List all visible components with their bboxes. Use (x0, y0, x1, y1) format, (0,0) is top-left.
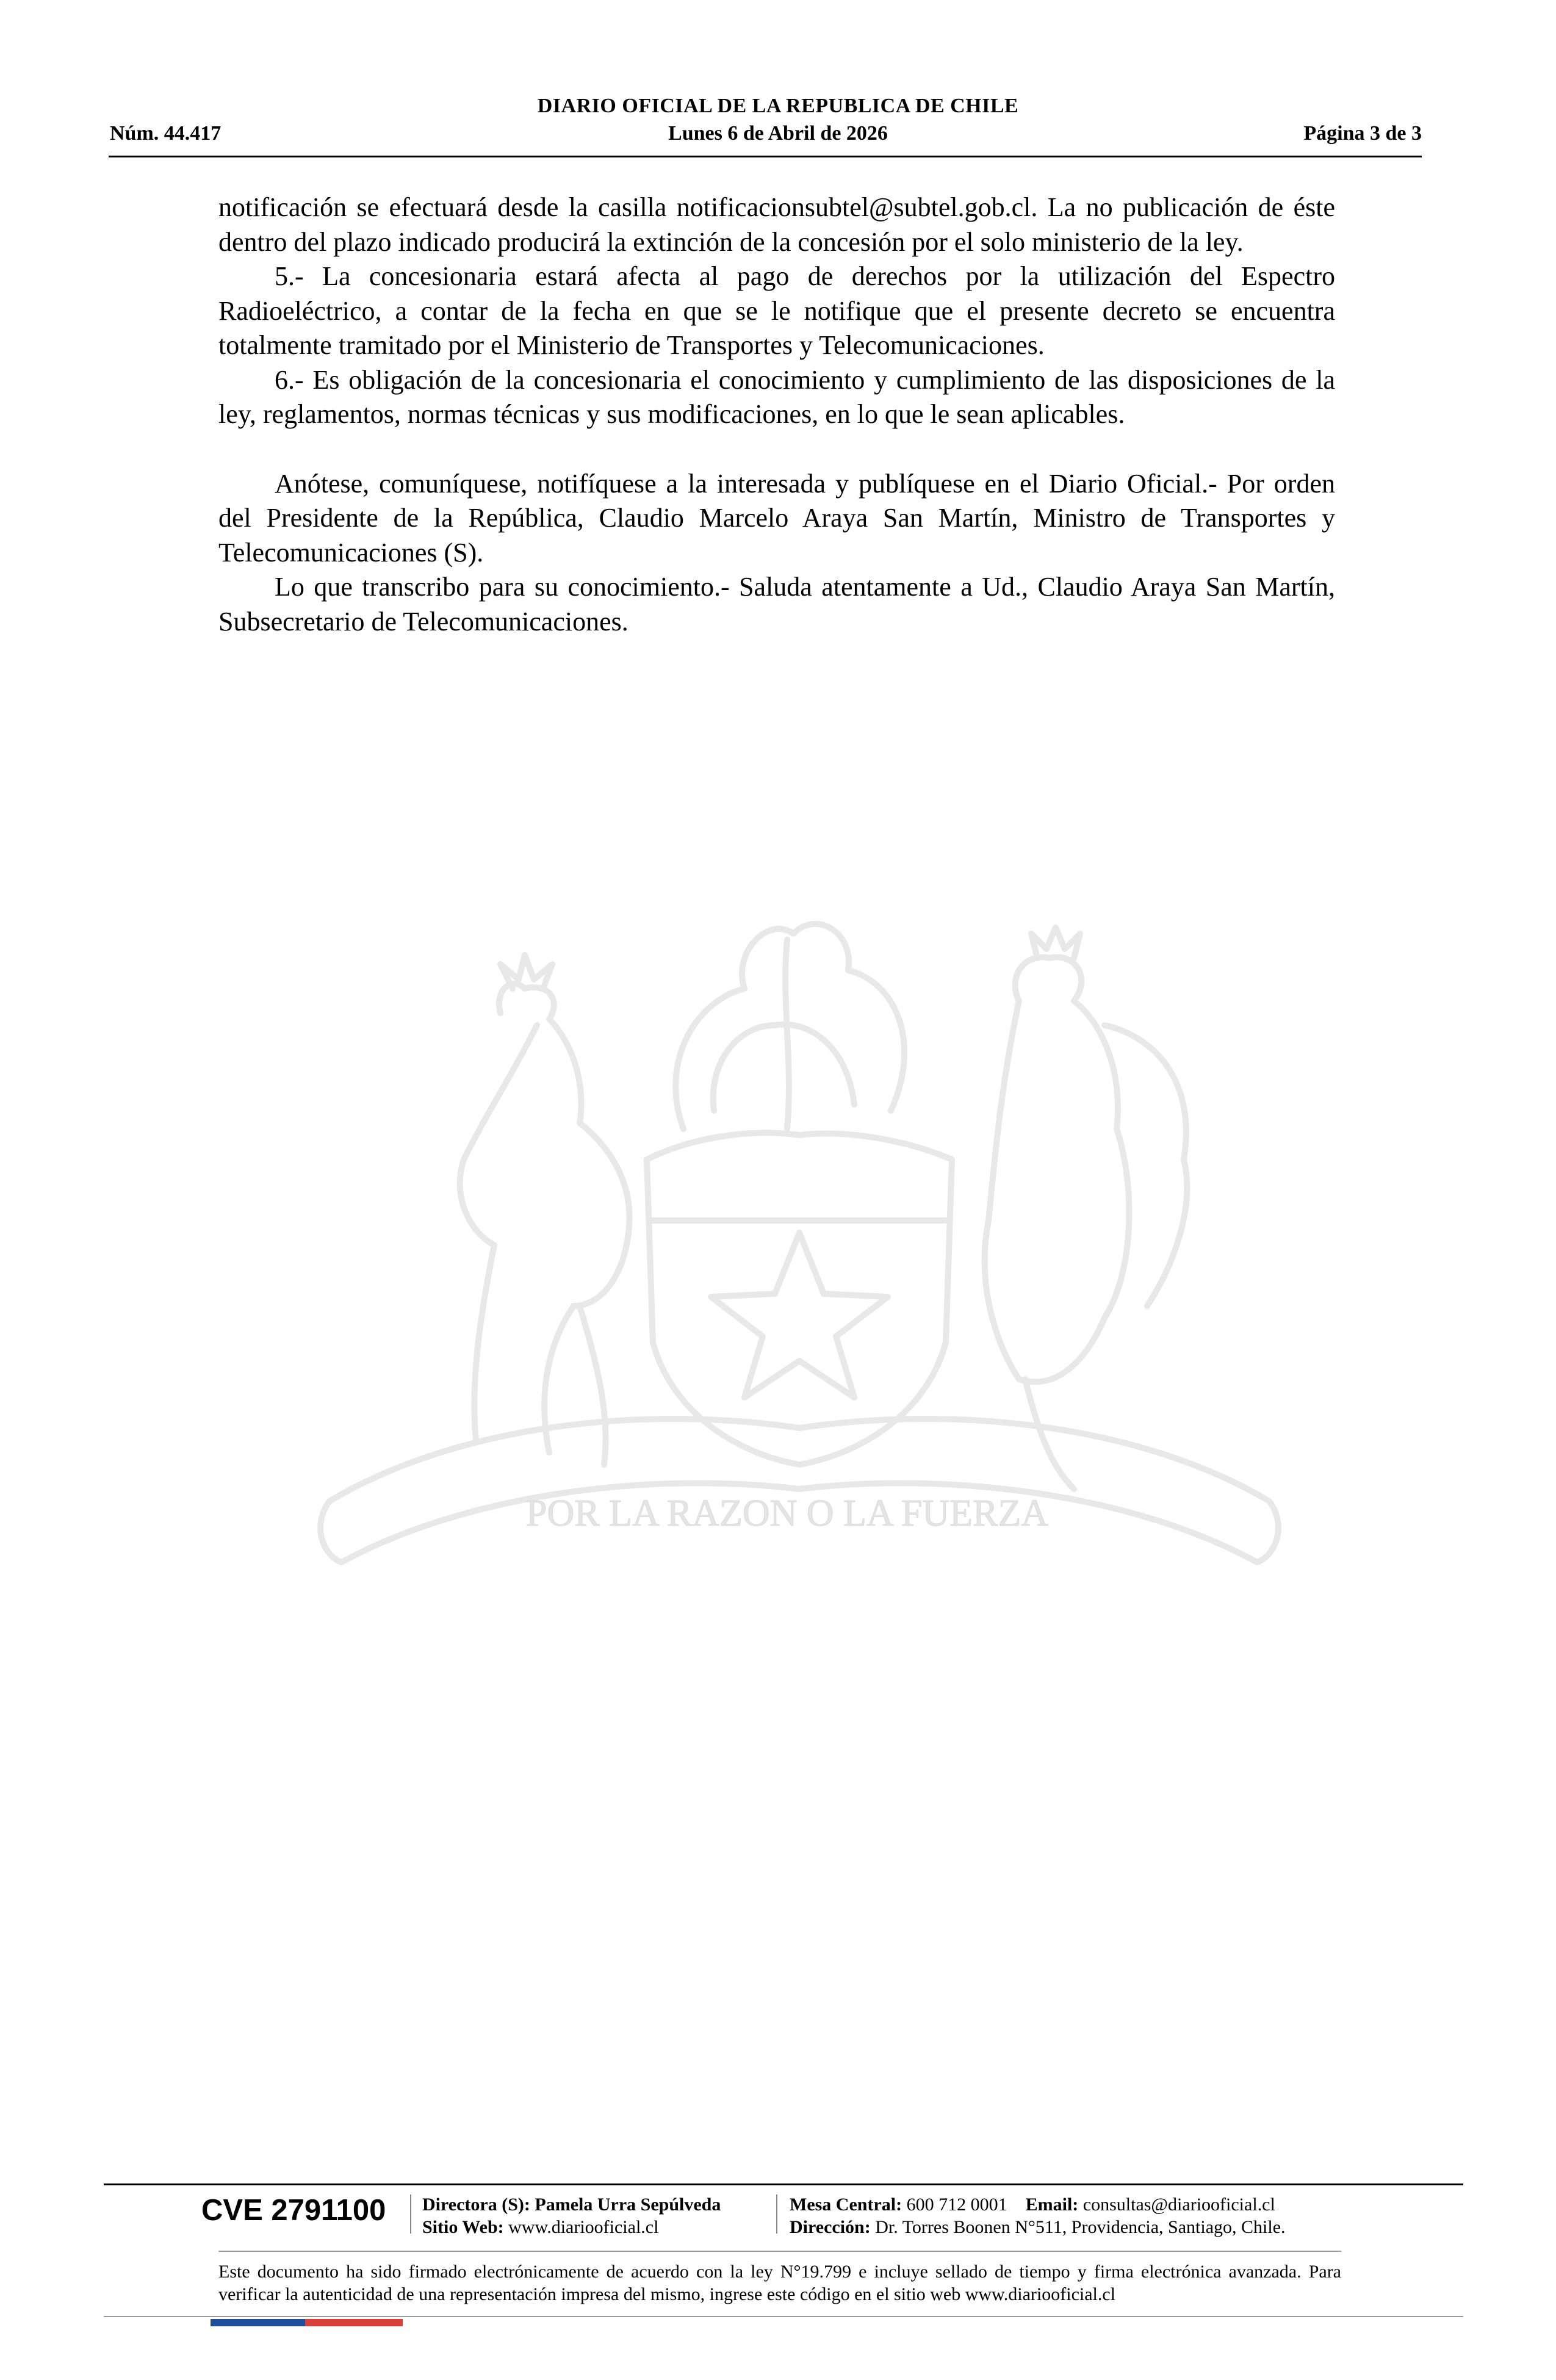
paragraph-item-6: 6.- Es obligación de la concesionaria el conocimiento y cumplimiento de las disposiciones de la ley, reglamentos, normas técnicas y sus modificaciones, en lo que le sean aplicables. (218, 364, 1335, 429)
directora-label: Directora (S): (422, 2194, 530, 2215)
paragraph-notification: notificación se efectuará desde la casilla notificacionsubtel@subtel.gob.cl. La no publicación de éste dentro del plazo indicado producirá la extinción de la concesión por el solo ministerio de la ley. (218, 192, 1335, 257)
issue-date: Lunes 6 de Abril de 2026 (668, 122, 888, 145)
footer-separator (410, 2194, 411, 2234)
paragraph-closing: Anótese, comuníquese, notifíquese a la interesada y publíquese en el Diario Oficial.- Por orden del Presidente de la República, Claudio Marcelo Araya San Martín, Ministro de Transportes y Telecomunicaciones (S). (218, 468, 1335, 568)
electronic-signature-notice (218, 2260, 1341, 2306)
footer-contact-block (790, 2193, 1286, 2238)
direccion-label: Dirección: (790, 2217, 871, 2237)
paragraph-item-5: 5.- La concesionaria estará afecta al pago de derechos por la utilización del Espectro Radioeléctrico, a contar de la fecha en que se le notifique que el presente decreto se encuentra totalmente tramitado por el Ministerio de Transportes y Telecomunicaciones. (218, 261, 1335, 360)
issue-number: Núm. 44.417 (110, 122, 222, 145)
web-link[interactable]: www.diariooficial.cl (508, 2217, 659, 2237)
newspaper-title: DIARIO OFICIAL DE LA REPUBLICA DE CHILE (537, 95, 1019, 117)
flag-stripe-red (305, 2319, 403, 2326)
direccion-value: Dr. Torres Boonen N°511, Providencia, Santiago, Chile. (875, 2217, 1286, 2237)
directora-name: Pamela Urra Sepúlveda (535, 2194, 721, 2215)
watermark-motto: POR LA RAZON O LA FUERZA (525, 1493, 1049, 1534)
coat-of-arms-watermark (207, 842, 1367, 1697)
email-label: Email: (1025, 2194, 1079, 2215)
footer-directora-block (422, 2193, 721, 2238)
cve-code: CVE 2791100 (201, 2194, 386, 2227)
web-label: Sitio Web: (422, 2217, 504, 2237)
mesa-label: Mesa Central: (790, 2194, 902, 2215)
page-indicator: Página 3 de 3 (1303, 122, 1422, 145)
header-divider (109, 156, 1422, 157)
footer-separator (776, 2194, 777, 2234)
email-link[interactable]: consultas@diariooficial.cl (1082, 2194, 1275, 2215)
flag-stripe-blue (211, 2319, 305, 2326)
footer-divider-mid (218, 2251, 1341, 2252)
document-body (218, 190, 1335, 639)
paragraph-signature: Lo que transcribo para su conocimiento.- Saluda atentamente a Ud., Claudio Araya San Martín, Subsecretario de Telecomunicaciones. (218, 572, 1335, 636)
notice-text: Este documento ha sido firmado electrónicamente de acuerdo con la ley N°19.799 e incluye sellado de tiempo y firma electrónica avanzada. Para verificar la autenticidad de una representación impresa del mismo, ingrese este código en el sitio web www.diariooficial.cl (218, 2262, 1341, 2304)
footer-divider-top (104, 2183, 1463, 2185)
mesa-phone: 600 712 0001 (906, 2194, 1007, 2215)
footer-divider-bottom (104, 2316, 1463, 2317)
